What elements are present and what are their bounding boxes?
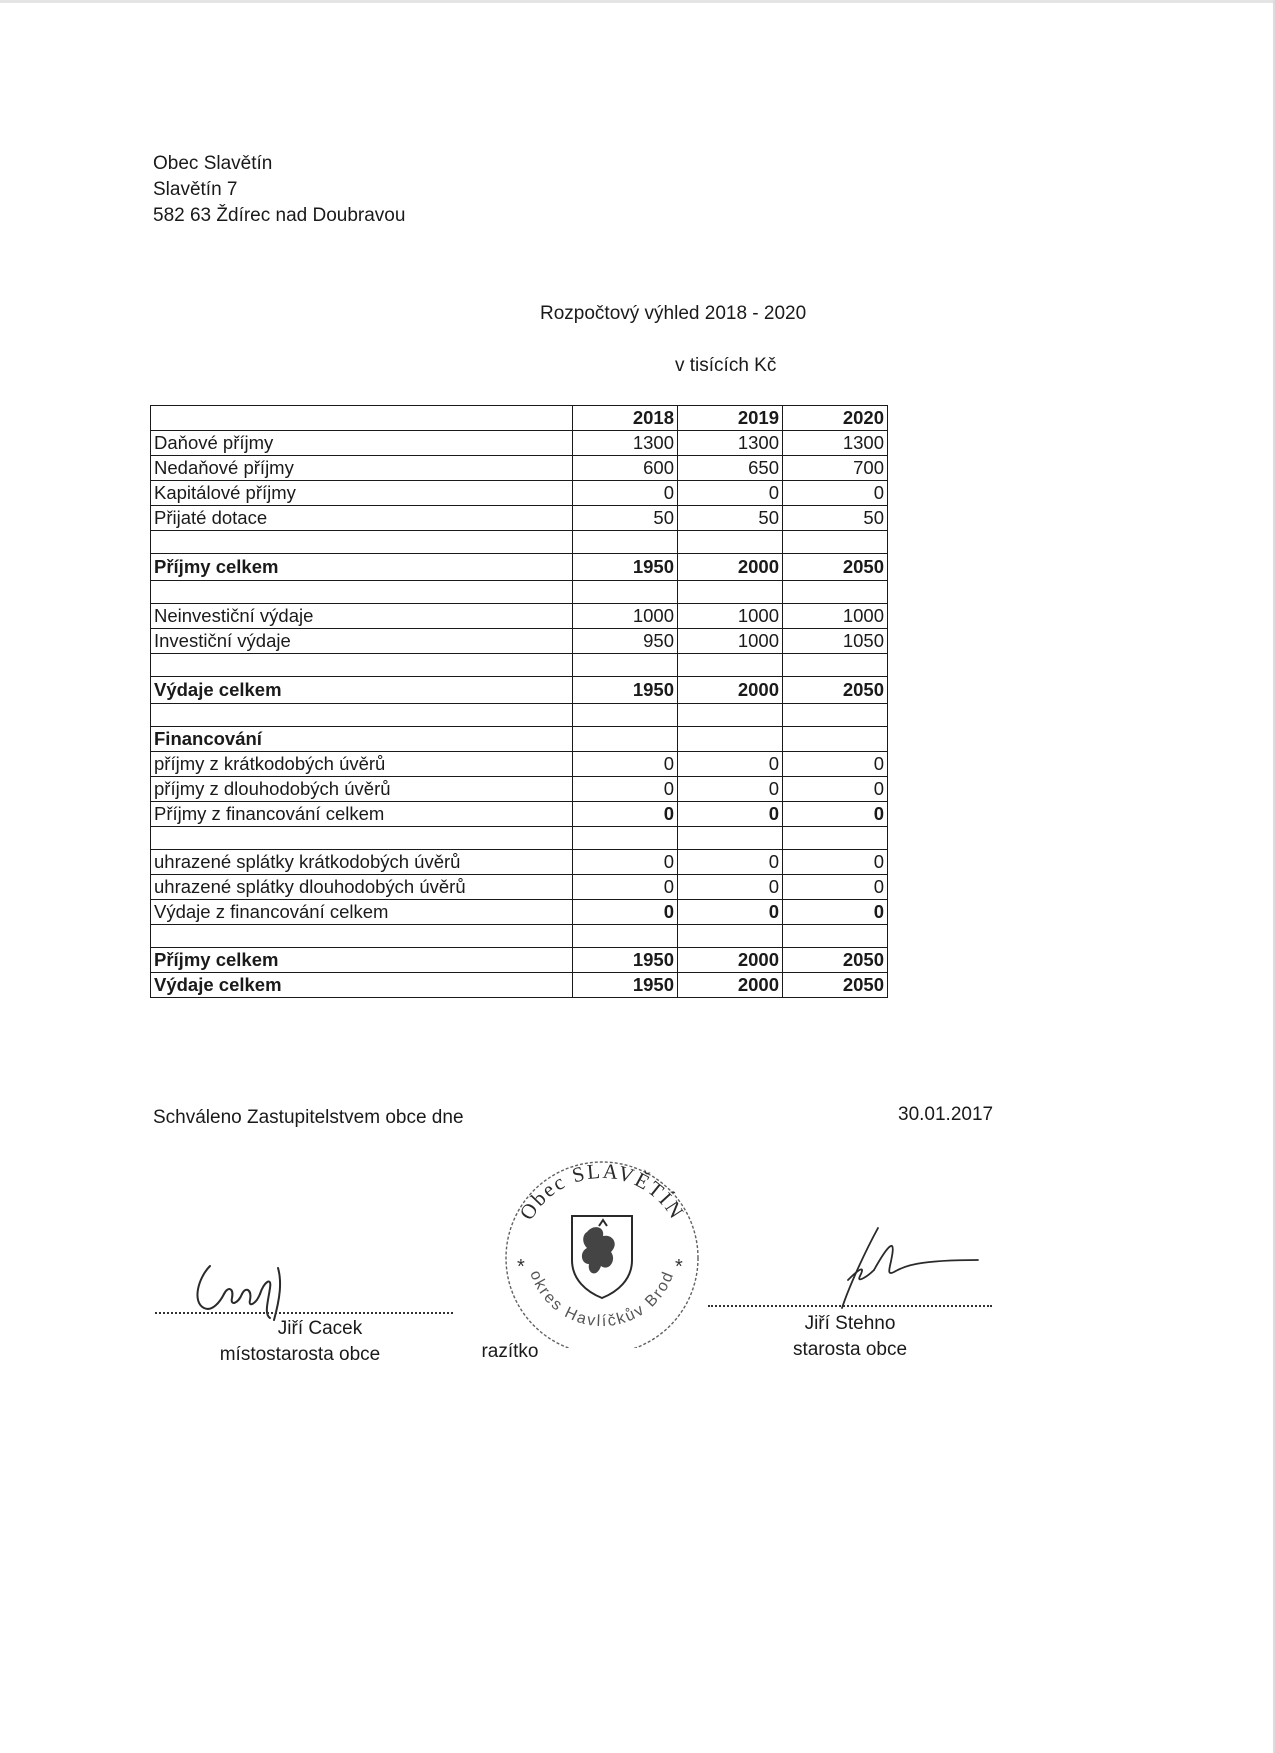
row-label: Výdaje celkem — [151, 677, 573, 704]
table-row — [151, 802, 888, 827]
spacer-cell — [151, 827, 573, 850]
row-value: 0 — [573, 875, 678, 900]
row-value: 0 — [783, 752, 888, 777]
left-signature — [190, 1258, 300, 1324]
left-signer-role: místostarosta obce — [219, 1344, 381, 1365]
spacer-cell — [678, 531, 783, 554]
spacer-cell — [151, 581, 573, 604]
row-label: příjmy z krátkodobých úvěrů — [151, 752, 573, 777]
row-value: 0 — [678, 752, 783, 777]
row-value: 2000 — [678, 973, 783, 998]
table-row-total — [151, 948, 888, 973]
spacer-cell — [573, 704, 678, 727]
row-label: Neinvestiční výdaje — [151, 604, 573, 629]
row-value: 50 — [783, 506, 888, 531]
left-signer — [200, 1318, 400, 1366]
stamp-text-top: Obec SLAVĚTÍN — [514, 1158, 690, 1225]
spacer-cell — [678, 581, 783, 604]
header-cell-empty — [151, 406, 573, 431]
table-row — [151, 850, 888, 875]
row-value: 1000 — [678, 604, 783, 629]
stamp-text-bottom: okres Havlíčkův Brod — [526, 1268, 678, 1331]
approval-text: Schváleno Zastupitelstvem obce dne — [153, 1107, 464, 1128]
spacer-cell — [783, 704, 888, 727]
row-value — [678, 727, 783, 752]
row-value: 0 — [783, 900, 888, 925]
row-value: 2000 — [678, 948, 783, 973]
row-value: 0 — [678, 900, 783, 925]
document-title: Rozpočtový výhled 2018 - 2020 — [540, 303, 807, 324]
spacer-cell — [151, 531, 573, 554]
row-value: 0 — [678, 802, 783, 827]
address-line: Obec Slavětín — [153, 153, 273, 174]
row-value: 0 — [573, 850, 678, 875]
budget-table — [150, 405, 888, 998]
row-value: 0 — [678, 875, 783, 900]
row-label: Investiční výdaje — [151, 629, 573, 654]
row-label: Výdaje z financování celkem — [151, 900, 573, 925]
spacer-cell — [573, 925, 678, 948]
spacer-row — [151, 704, 888, 727]
row-value: 0 — [573, 802, 678, 827]
table-row-total — [151, 554, 888, 581]
spacer-row — [151, 531, 888, 554]
spacer-row — [151, 925, 888, 948]
table-row-section — [151, 727, 888, 752]
spacer-cell — [783, 654, 888, 677]
spacer-cell — [678, 827, 783, 850]
row-value: 0 — [783, 875, 888, 900]
spacer-cell — [151, 654, 573, 677]
spacer-cell — [573, 827, 678, 850]
row-value: 1300 — [783, 431, 888, 456]
approval-date: 30.01.2017 — [898, 1104, 994, 1125]
row-value: 0 — [678, 777, 783, 802]
row-value: 0 — [783, 850, 888, 875]
spacer-cell — [678, 654, 783, 677]
stamp-star-icon: * — [517, 1256, 525, 1278]
row-value: 0 — [783, 481, 888, 506]
spacer-cell — [573, 581, 678, 604]
spacer-cell — [151, 704, 573, 727]
row-value: 2000 — [678, 677, 783, 704]
page-edge — [0, 0, 1275, 3]
row-value: 1950 — [573, 948, 678, 973]
row-label: Výdaje celkem — [151, 973, 573, 998]
row-value: 1300 — [678, 431, 783, 456]
row-value: 1950 — [573, 677, 678, 704]
row-value — [783, 727, 888, 752]
row-label: Příjmy celkem — [151, 948, 573, 973]
right-signature — [808, 1224, 988, 1310]
header-cell-year: 2020 — [783, 406, 888, 431]
row-value: 0 — [783, 777, 888, 802]
row-value: 1300 — [573, 431, 678, 456]
row-value: 0 — [783, 802, 888, 827]
row-value: 0 — [573, 900, 678, 925]
table-row — [151, 456, 888, 481]
table-row-total — [151, 973, 888, 998]
row-value: 0 — [678, 481, 783, 506]
table-row — [151, 752, 888, 777]
row-label: Nedaňové příjmy — [151, 456, 573, 481]
table-row — [151, 506, 888, 531]
row-label: Daňové příjmy — [151, 431, 573, 456]
official-stamp — [487, 1148, 717, 1348]
right-signer-name: Jiří Stehno — [804, 1313, 896, 1334]
spacer-row — [151, 654, 888, 677]
row-value: 0 — [573, 481, 678, 506]
coat-of-arms-icon — [572, 1216, 632, 1298]
signature-line-left — [155, 1312, 453, 1314]
stamp-label: razítko — [481, 1341, 539, 1362]
spacer-cell — [573, 531, 678, 554]
row-label: uhrazené splátky krátkodobých úvěrů — [151, 850, 573, 875]
spacer-cell — [151, 925, 573, 948]
table-row — [151, 604, 888, 629]
svg-text:Obec SLAVĚTÍN — [514, 1159, 689, 1224]
row-value: 700 — [783, 456, 888, 481]
row-value: 1950 — [573, 554, 678, 581]
table-row — [151, 875, 888, 900]
row-label: příjmy z dlouhodobých úvěrů — [151, 777, 573, 802]
signature-line-right — [708, 1305, 992, 1307]
spacer-cell — [783, 531, 888, 554]
table-row — [151, 431, 888, 456]
row-value: 950 — [573, 629, 678, 654]
address-line: 582 63 Ždírec nad Doubravou — [153, 205, 406, 226]
spacer-cell — [783, 827, 888, 850]
row-value: 1050 — [783, 629, 888, 654]
right-signer-role: starosta obce — [792, 1339, 908, 1360]
row-value: 1000 — [678, 629, 783, 654]
table-header-row — [151, 406, 888, 431]
header-cell-year: 2018 — [573, 406, 678, 431]
row-value: 0 — [573, 752, 678, 777]
spacer-cell — [573, 654, 678, 677]
row-value: 1000 — [573, 604, 678, 629]
table-row — [151, 900, 888, 925]
row-label: Příjmy celkem — [151, 554, 573, 581]
svg-text:okres Havlíčkův Brod — [526, 1268, 677, 1330]
table-row — [151, 777, 888, 802]
row-value: 2050 — [783, 973, 888, 998]
row-label: Financování — [151, 727, 573, 752]
row-value: 2050 — [783, 677, 888, 704]
table-row-total — [151, 677, 888, 704]
address-line: Slavětín 7 — [153, 179, 238, 200]
row-label: uhrazené splátky dlouhodobých úvěrů — [151, 875, 573, 900]
row-label: Kapitálové příjmy — [151, 481, 573, 506]
spacer-row — [151, 581, 888, 604]
spacer-cell — [678, 704, 783, 727]
spacer-cell — [783, 925, 888, 948]
row-value: 2050 — [783, 948, 888, 973]
row-value: 1950 — [573, 973, 678, 998]
row-value: 2000 — [678, 554, 783, 581]
left-signer-name: Jiří Cacek — [277, 1318, 363, 1339]
row-value: 50 — [573, 506, 678, 531]
unit-note: v tisících Kč — [675, 355, 777, 376]
spacer-cell — [783, 581, 888, 604]
stamp-star-icon: * — [675, 1256, 683, 1278]
right-signer — [750, 1313, 950, 1361]
row-value — [573, 727, 678, 752]
row-value: 1000 — [783, 604, 888, 629]
spacer-cell — [678, 925, 783, 948]
row-label: Přijaté dotace — [151, 506, 573, 531]
header-cell-year: 2019 — [678, 406, 783, 431]
row-value: 600 — [573, 456, 678, 481]
row-value: 0 — [678, 850, 783, 875]
row-label: Příjmy z financování celkem — [151, 802, 573, 827]
spacer-row — [151, 827, 888, 850]
table-row — [151, 481, 888, 506]
row-value: 650 — [678, 456, 783, 481]
row-value: 0 — [573, 777, 678, 802]
address-block — [153, 151, 405, 229]
row-value: 2050 — [783, 554, 888, 581]
table-row — [151, 629, 888, 654]
row-value: 50 — [678, 506, 783, 531]
